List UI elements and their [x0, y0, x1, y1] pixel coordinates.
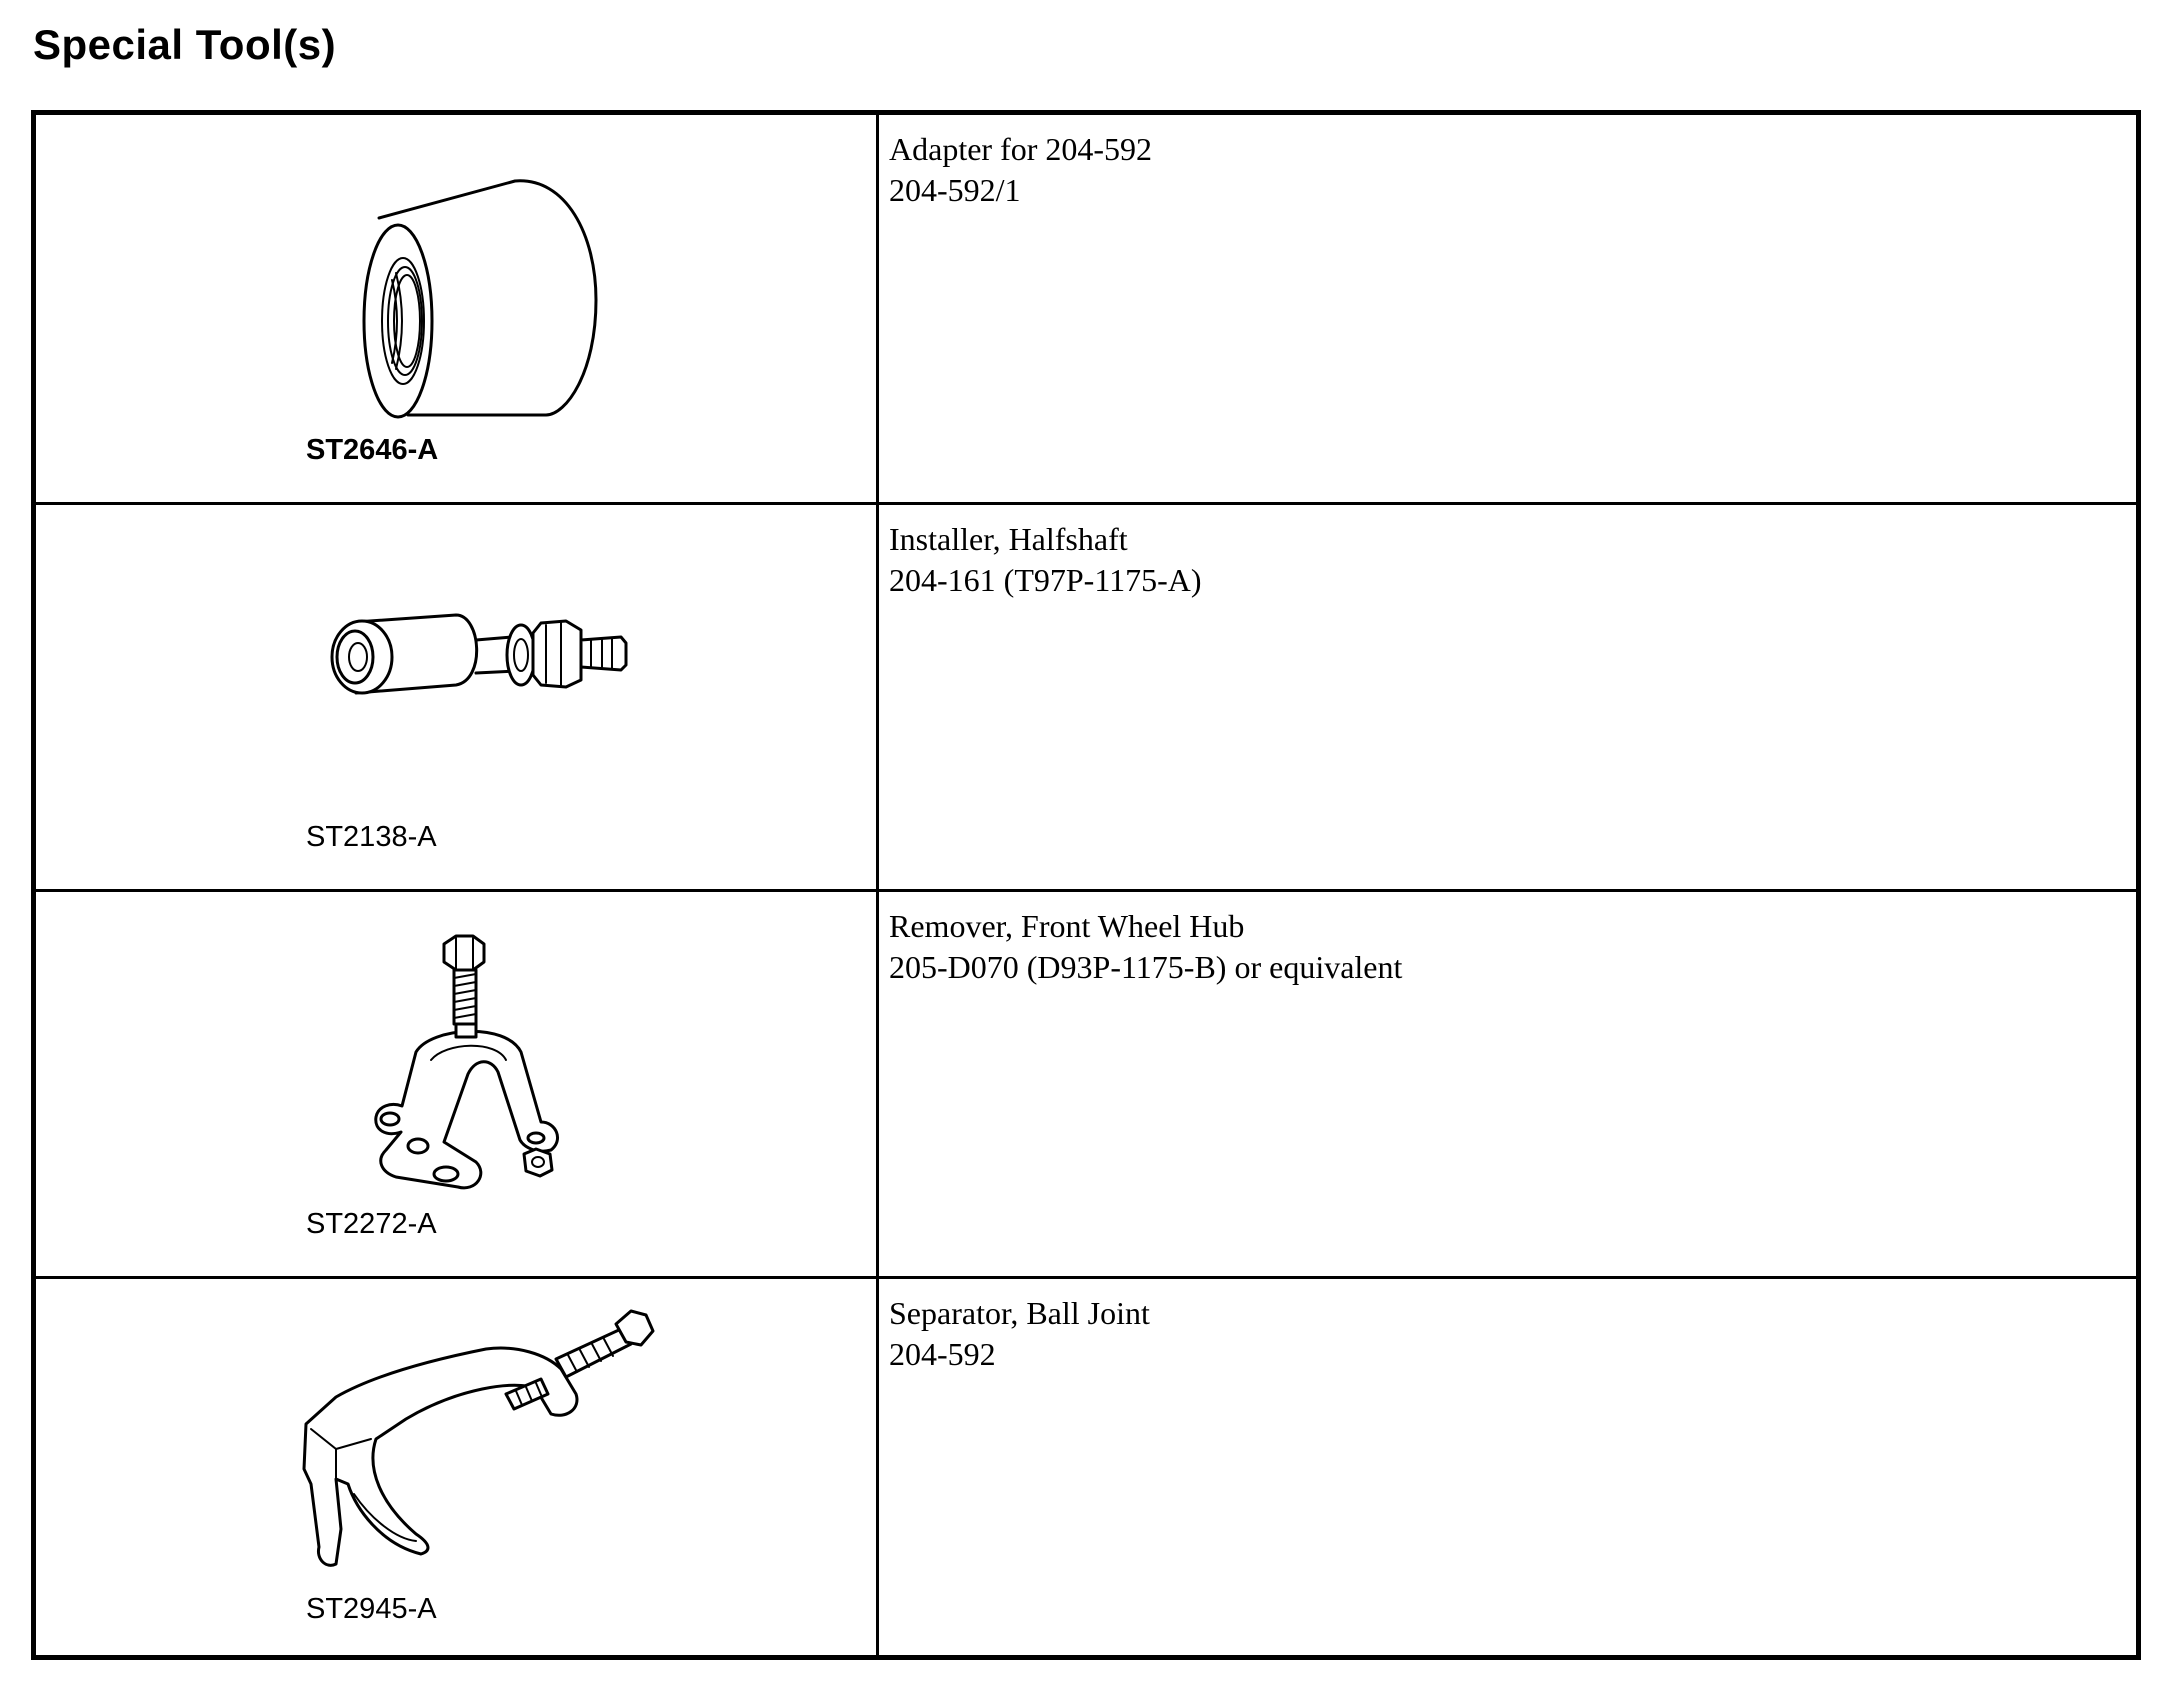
tool-image-cell: [36, 892, 879, 1276]
tool-number: 204-592/1: [889, 172, 1021, 208]
tool-image-cell: [36, 115, 879, 502]
tool-code-label: ST2646-A: [306, 434, 439, 466]
tool-description-cell: [879, 1279, 2136, 1655]
tool-name: Remover, Front Wheel Hub: [889, 908, 1245, 944]
tool-image-cell: [36, 1279, 879, 1655]
table-row: [36, 889, 2136, 1276]
tool-image-cell: [36, 505, 879, 889]
table-row: [36, 502, 2136, 889]
tool-code-label: ST2138-A: [306, 821, 437, 853]
tool-number: 204-161 (T97P-1175-A): [889, 562, 1202, 598]
tool-description-cell: [879, 892, 2136, 1276]
tool-name: Separator, Ball Joint: [889, 1295, 1150, 1331]
table-row: [36, 115, 2136, 502]
tool-number: 204-592: [889, 1336, 996, 1372]
tool-name: Adapter for 204-592: [889, 131, 1153, 167]
tool-description-cell: [879, 505, 2136, 889]
tool-code-label: ST2272-A: [306, 1208, 437, 1240]
special-tools-table: [31, 110, 2141, 1660]
hub-remover-icon: [36, 892, 876, 1279]
page-title: Special Tool(s): [33, 21, 337, 68]
tool-code-label: ST2945-A: [306, 1593, 437, 1625]
ball-joint-separator-icon: [36, 1279, 876, 1666]
tool-name: Installer, Halfshaft: [889, 521, 1128, 557]
halfshaft-installer-icon: [36, 505, 876, 892]
table-row: [36, 1276, 2136, 1655]
tool-description-cell: [879, 115, 2136, 502]
adapter-cylinder-icon: [36, 115, 876, 502]
tool-number: 205-D070 (D93P-1175-B) or equivalent: [889, 949, 1403, 985]
